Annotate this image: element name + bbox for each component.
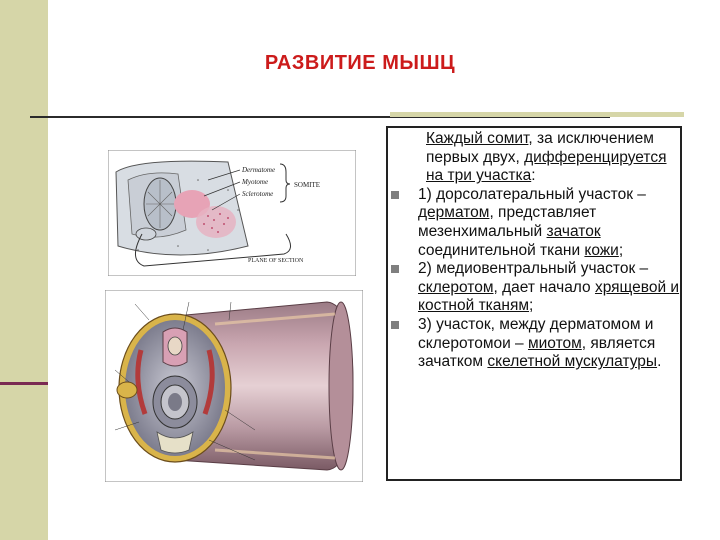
embryo-cylinder-illustration — [105, 290, 363, 482]
bullet-item-sclerotome — [418, 260, 680, 316]
bullet-item-dermatome — [418, 186, 680, 260]
somite-diagram — [108, 150, 356, 276]
term-cartilage-bone: хрящевой и костной тканям — [418, 278, 680, 315]
text-column — [418, 130, 680, 372]
bullet-3-text-2: , является зачатком — [418, 334, 656, 371]
term-myotome: миотом — [527, 334, 582, 352]
term-primordium: зачаток — [546, 222, 601, 240]
bullet-1-text-3: соединительной ткани — [418, 241, 585, 259]
left-decor-bar — [0, 0, 48, 540]
slide-title: РАЗВИТИЕ МЫШЦ — [264, 52, 456, 74]
intro-term-differentiates: дифференцируется на три участка — [426, 148, 667, 185]
intro-colon: : — [531, 167, 536, 185]
bullet-1-text: 1) дорсолатеральный участок – — [418, 185, 646, 203]
bullet-2-text-2: , дает начало — [493, 278, 595, 296]
term-skin: кожи — [584, 241, 619, 259]
bullet-square-icon — [391, 265, 399, 273]
bullet-item-myotome — [418, 316, 680, 372]
left-decor-line — [0, 382, 48, 385]
bullet-1-end: ; — [618, 241, 624, 259]
bullet-2-text: 2) медиовентральный участок – — [418, 260, 649, 278]
bullet-3-end: . — [657, 353, 662, 371]
intro-paragraph — [418, 130, 680, 186]
bullet-2-end: ; — [529, 297, 534, 315]
text-panel — [386, 126, 682, 481]
label-somite: SOMITE — [294, 181, 321, 189]
bullet-1-text-2: , представляет мезенхимальный — [418, 204, 597, 240]
label-dermatome: Dermatome — [242, 166, 276, 174]
bullet-square-icon — [391, 191, 399, 199]
bullet-square-icon — [391, 321, 399, 329]
intro-text: , за исключением первых двух, — [426, 130, 654, 166]
label-myotome: Myotome — [242, 178, 269, 186]
label-sclerotome: Sclerotome — [242, 190, 274, 198]
term-sclerotome: склеротом — [418, 278, 494, 296]
term-dermatome: дерматом — [418, 204, 490, 222]
title-divider-accent — [390, 112, 684, 117]
bullet-3-text: 3) участок, между дерматомом и склеротомои – — [418, 315, 654, 352]
intro-term-somite: Каждый сомит — [426, 130, 529, 147]
term-skeletal-muscle: скелетной мускулатуры — [487, 353, 658, 371]
label-plane-of-section: PLANE OF SECTION — [248, 258, 304, 264]
